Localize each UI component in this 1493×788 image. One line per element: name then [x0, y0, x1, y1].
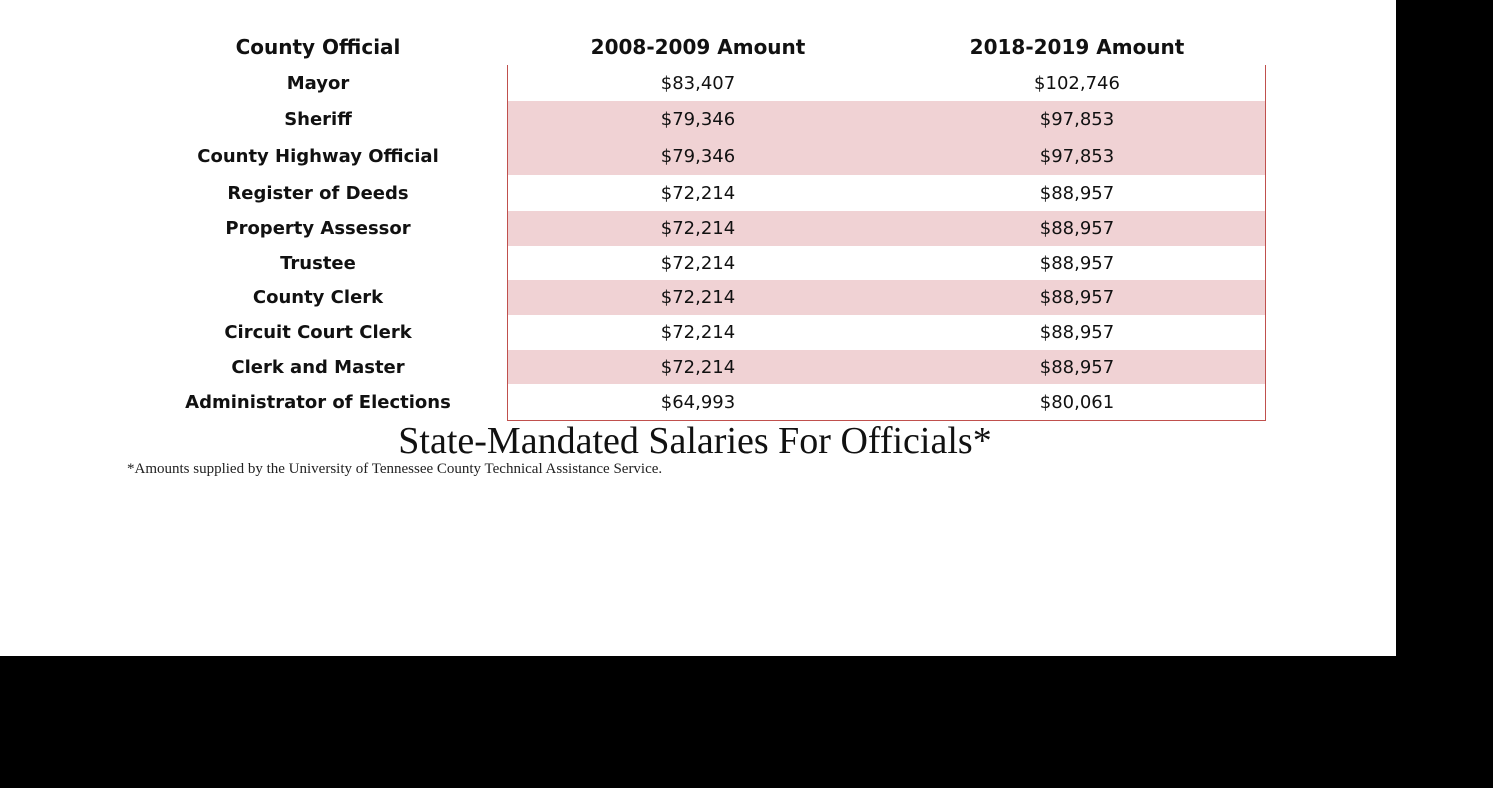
table-row — [0, 175, 1396, 211]
amount-2018-2019: $102,746 — [1034, 72, 1120, 94]
amount-2018-2019: $80,061 — [1039, 392, 1115, 413]
amount-2018-2019: $88,957 — [1039, 218, 1115, 239]
column-header-2008-2009: 2008-2009 Amount — [590, 35, 806, 59]
official-name: Sheriff — [284, 109, 352, 130]
official-name: Mayor — [286, 72, 350, 94]
amount-2008-2009: $79,346 — [660, 109, 736, 130]
amount-2018-2019: $88,957 — [1039, 182, 1115, 204]
table-row — [0, 246, 1396, 280]
table-row — [0, 65, 1396, 101]
table-row — [0, 384, 1396, 421]
amount-2008-2009: $72,214 — [660, 322, 736, 343]
table-row — [0, 280, 1396, 315]
amount-2008-2009: $64,993 — [660, 392, 736, 413]
table-row — [0, 101, 1396, 138]
chart-title — [0, 418, 1396, 464]
column-header-official: County Official — [235, 35, 401, 59]
table-row — [0, 211, 1396, 246]
footnote: *Amounts supplied by the University of Tennessee County Technical Assistance Service. — [127, 461, 663, 477]
official-name: Register of Deeds — [227, 182, 409, 204]
official-name: County Clerk — [252, 287, 384, 308]
table-row — [0, 350, 1396, 384]
amount-2008-2009: $72,214 — [660, 218, 736, 239]
amount-2008-2009: $83,407 — [660, 72, 736, 94]
amount-2018-2019: $88,957 — [1039, 252, 1115, 274]
table-row — [0, 315, 1396, 350]
table-row — [0, 138, 1396, 175]
official-name: Administrator of Elections — [185, 392, 451, 413]
amount-2008-2009: $79,346 — [660, 146, 736, 167]
amount-2018-2019: $88,957 — [1039, 287, 1115, 308]
amount-2008-2009: $72,214 — [660, 252, 736, 274]
official-name: Circuit Court Clerk — [224, 322, 412, 343]
official-name: County Highway Official — [197, 146, 439, 167]
amount-2008-2009: $72,214 — [660, 356, 736, 378]
amount-2018-2019: $97,853 — [1039, 109, 1115, 130]
amount-2018-2019: $97,853 — [1039, 146, 1115, 167]
amount-2018-2019: $88,957 — [1039, 356, 1115, 378]
amount-2008-2009: $72,214 — [660, 182, 736, 204]
official-name: Trustee — [280, 252, 356, 274]
amount-2008-2009: $72,214 — [660, 287, 736, 308]
official-name: Property Assessor — [225, 218, 411, 239]
amount-2018-2019: $88,957 — [1039, 322, 1115, 343]
column-header-2018-2019: 2018-2019 Amount — [969, 35, 1185, 59]
chart-title-text: State-Mandated Salaries For Officials* — [398, 420, 992, 462]
official-name: Clerk and Master — [231, 356, 405, 378]
